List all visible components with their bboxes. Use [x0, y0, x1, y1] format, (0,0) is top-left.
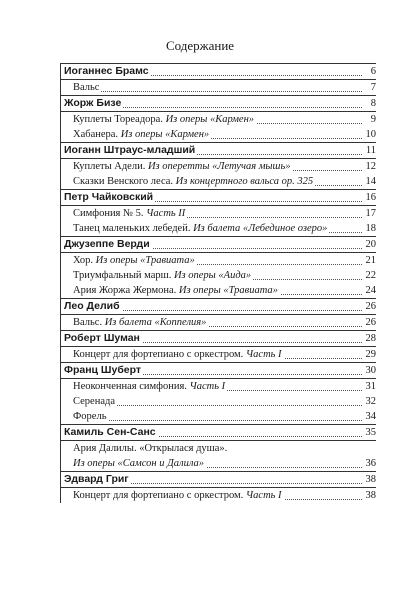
toc-entry — [61, 112, 376, 127]
toc-section — [60, 298, 376, 330]
page-number: 21 — [365, 255, 376, 266]
entry-source: Из оперы «Кармен» — [120, 129, 210, 140]
toc-entry — [61, 283, 376, 298]
toc-entry — [61, 409, 376, 424]
page-number: 12 — [365, 161, 376, 172]
entry-source: Часть I — [245, 490, 282, 501]
entry-title: Концерт для фортепиано с оркестром. Часть I — [73, 490, 282, 501]
toc-section — [60, 236, 376, 298]
entry-source: Из оперы «Аида» — [173, 270, 252, 281]
toc-entry — [61, 253, 376, 268]
entry-source: Из оперы «Самсон и Далила» — [73, 458, 205, 469]
entry-title: Танец маленьких лебедей. Из балета «Лебединое озеро» — [73, 223, 328, 234]
page-number: 14 — [365, 176, 376, 187]
entry-source: Часть I — [189, 381, 226, 392]
toc-entry — [61, 80, 376, 95]
composer-name: Лео Делиб — [64, 300, 120, 312]
entry-source: Из концертного вальса ор. 325 — [175, 176, 314, 187]
page-number: 7 — [370, 82, 376, 93]
entry-source: Часть I — [245, 349, 282, 360]
entry-source: Из балета «Коппелия» — [104, 317, 207, 328]
toc-section — [60, 95, 376, 142]
toc-entry — [61, 221, 376, 236]
composer-heading — [60, 298, 376, 315]
entry-source: Часть II — [146, 208, 186, 219]
entry-source: Из оперетты «Летучая мышь» — [147, 161, 291, 172]
page-number: 26 — [365, 317, 376, 328]
composer-heading — [60, 236, 376, 253]
page-number: 26 — [365, 301, 376, 312]
toc-entry — [61, 488, 376, 503]
entry-title: Ария Далилы. «Открылася душа». — [73, 443, 228, 454]
entry-title: Хор. Из оперы «Травиата» — [73, 255, 195, 266]
page-number: 29 — [365, 349, 376, 360]
toc-section — [60, 424, 376, 471]
entry-title: Вальс. Из балета «Коппелия» — [73, 317, 207, 328]
dot-leader — [75, 420, 362, 421]
composer-heading — [60, 189, 376, 206]
entry-title: Концерт для фортепиано с оркестром. Часть I — [73, 349, 282, 360]
page-number: 10 — [365, 129, 376, 140]
page-number: 17 — [365, 208, 376, 219]
composer-heading — [60, 362, 376, 379]
dot-leader — [75, 405, 362, 406]
entry-source: Из оперы «Кармен» — [165, 114, 255, 125]
toc-section — [60, 142, 376, 189]
toc-section — [60, 471, 376, 503]
entry-source: Из балета «Лебединое озеро» — [193, 223, 328, 234]
toc-entry — [61, 268, 376, 283]
toc-entry — [61, 159, 376, 174]
page-number: 38 — [365, 474, 376, 485]
composer-name: Джузеппе Верди — [64, 238, 150, 250]
entry-title: Вальс — [73, 82, 100, 93]
page-number: 32 — [365, 396, 376, 407]
toc-section — [60, 189, 376, 236]
page-number: 22 — [365, 270, 376, 281]
page-number: 36 — [365, 458, 376, 469]
page-number: 6 — [370, 66, 376, 77]
entry-title: Симфония № 5. Часть II — [73, 208, 186, 219]
entry-title: Ария Жоржа Жермона. Из оперы «Травиата» — [73, 285, 278, 296]
page-number: 28 — [365, 333, 376, 344]
composer-heading — [60, 424, 376, 441]
entry-source: Из оперы «Травиата» — [95, 255, 195, 266]
page-number: 8 — [370, 98, 376, 109]
composer-name: Иоганн Штраус-младший — [64, 144, 196, 156]
composer-heading — [60, 142, 376, 159]
entry-title: Форель — [73, 411, 107, 422]
page-number: 24 — [365, 285, 376, 296]
entry-title: Сказки Венского леса. Из концертного вальса ор. 325 — [73, 176, 314, 187]
page-number: 31 — [365, 381, 376, 392]
composer-heading — [60, 95, 376, 112]
entry-source: Из оперы «Травиата» — [178, 285, 278, 296]
composer-name: Петр Чайковский — [64, 191, 154, 203]
table-of-contents — [60, 63, 376, 503]
entry-title: Неоконченная симфония. Часть I — [73, 381, 226, 392]
composer-name: Роберт Шуман — [64, 332, 140, 344]
page-number: 38 — [365, 490, 376, 501]
dot-leader — [75, 91, 362, 92]
composer-heading — [60, 471, 376, 488]
page-number: 20 — [365, 239, 376, 250]
toc-entry — [61, 347, 376, 362]
entry-title: Куплеты Тореадора. Из оперы «Кармен» — [73, 114, 255, 125]
page-number: 11 — [365, 145, 376, 156]
composer-name: Франц Шуберт — [64, 364, 142, 376]
composer-name: Жорж Бизе — [64, 97, 122, 109]
page-number: 34 — [365, 411, 376, 422]
page-title: Содержание — [165, 38, 235, 53]
toc-entry — [61, 394, 376, 409]
page-number: 35 — [365, 427, 376, 438]
page-number: 18 — [365, 223, 376, 234]
toc-entry — [61, 206, 376, 221]
toc-entry — [61, 315, 376, 330]
entry-title — [73, 456, 206, 471]
toc-entry — [61, 456, 376, 471]
page-number: 16 — [365, 192, 376, 203]
toc-section — [60, 362, 376, 424]
entry-title: Хабанера. Из оперы «Кармен» — [73, 129, 210, 140]
toc-section — [60, 63, 376, 95]
entry-title: Серенада — [73, 396, 115, 407]
composer-heading — [60, 63, 376, 80]
toc-section — [60, 330, 376, 362]
toc-entry — [61, 441, 376, 456]
composer-name: Эдвард Григ — [64, 473, 129, 485]
toc-entry — [61, 379, 376, 394]
toc-entry — [61, 127, 376, 142]
toc-entry — [61, 174, 376, 189]
page-number: 30 — [365, 365, 376, 376]
composer-heading — [60, 330, 376, 347]
entry-title: Куплеты Адели. Из оперетты «Летучая мышь» — [73, 161, 291, 172]
entry-title: Триумфальный марш. Из оперы «Аида» — [73, 270, 252, 281]
page-number: 9 — [370, 114, 376, 125]
composer-name: Камиль Сен-Санс — [64, 426, 156, 438]
composer-name: Иоганнес Брамс — [64, 65, 149, 77]
